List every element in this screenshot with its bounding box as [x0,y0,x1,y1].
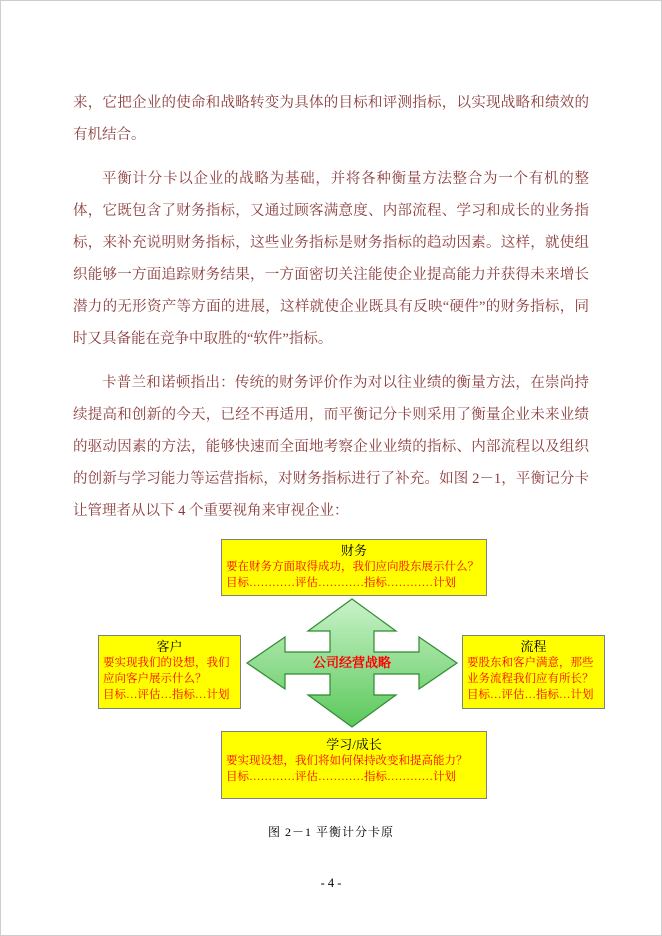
finance-box-title: 财务 [340,543,367,558]
finance-box-metrics: 目标…………评估…………指标…………计划 [226,577,456,589]
process-box-question: 要股东和客户满意，那些业务流程我们应有所长？ [467,657,594,685]
customer-box-question: 要实现我们的设想，我们应向客户展示什么？ [103,657,230,685]
process-box [462,635,605,709]
finance-box [221,539,487,596]
body-paragraph: 卡普兰和诺顿指出：传统的财务评价作为对以往业绩的衡量方法，在崇尚持续提高和创新的今天，已经不再适用，而平衡记分卡则采用了衡量企业未来业绩的驱动因素的方法，能够快速而全面地考察企业业绩的指标、内部流程以及组织的创新与学习能力等运营指标，对财务指标进行了补充。如图 2－1，平衡记分卡让管理者从以下 4 个重要视角来审视企业： [73,375,589,519]
four-way-arrow [245,597,459,729]
learning-growth-box-title: 学习/成长 [326,737,382,752]
figure-caption: 图 2－1 平衡计分卡原 [267,825,394,839]
strategy-center-label: 公司经营战略 [312,655,392,670]
balanced-scorecard-diagram [73,539,594,807]
learning-growth-box [221,731,487,799]
process-box-title: 流程 [520,639,547,654]
body-paragraph: 来，它把企业的使命和战略转变为具体的目标和评测指标，以实现战略和绩效的有机结合。 [73,95,589,143]
learning-growth-box-metrics: 目标…………评估…………指标…………计划 [226,771,456,783]
finance-box-question: 要在财务方面取得成功，我们应向股东展示什么？ [226,561,479,573]
page-content [1,1,661,840]
page-number: - 4 - [320,876,342,890]
customer-box [98,635,241,709]
process-box-metrics: 目标…评估…指标…计划 [467,689,594,701]
customer-box-title: 客户 [156,639,183,654]
body-paragraph: 平衡计分卡以企业的战略为基础，并将各种衡量方法整合为一个有机的整体，它既包含了财务指标，又通过顾客满意度、内部流程、学习和成长的业务指标，来补充说明财务指标，这些业务指标是财务指标的趋动因素。这样，就使组织能够一方面追踪财务结果，一方面密切关注能使企业提高能力并获得未来增长潜力的无形资产等方面的进展，这样就使企业既具有反映“硬件”的财务指标，同时又具备能在竞争中取胜的“软件”指标。 [73,171,589,347]
learning-growth-box-question: 要实现设想，我们将如何保持改变和提高能力？ [226,755,468,767]
customer-box-metrics: 目标…评估…指标…计划 [103,689,230,701]
